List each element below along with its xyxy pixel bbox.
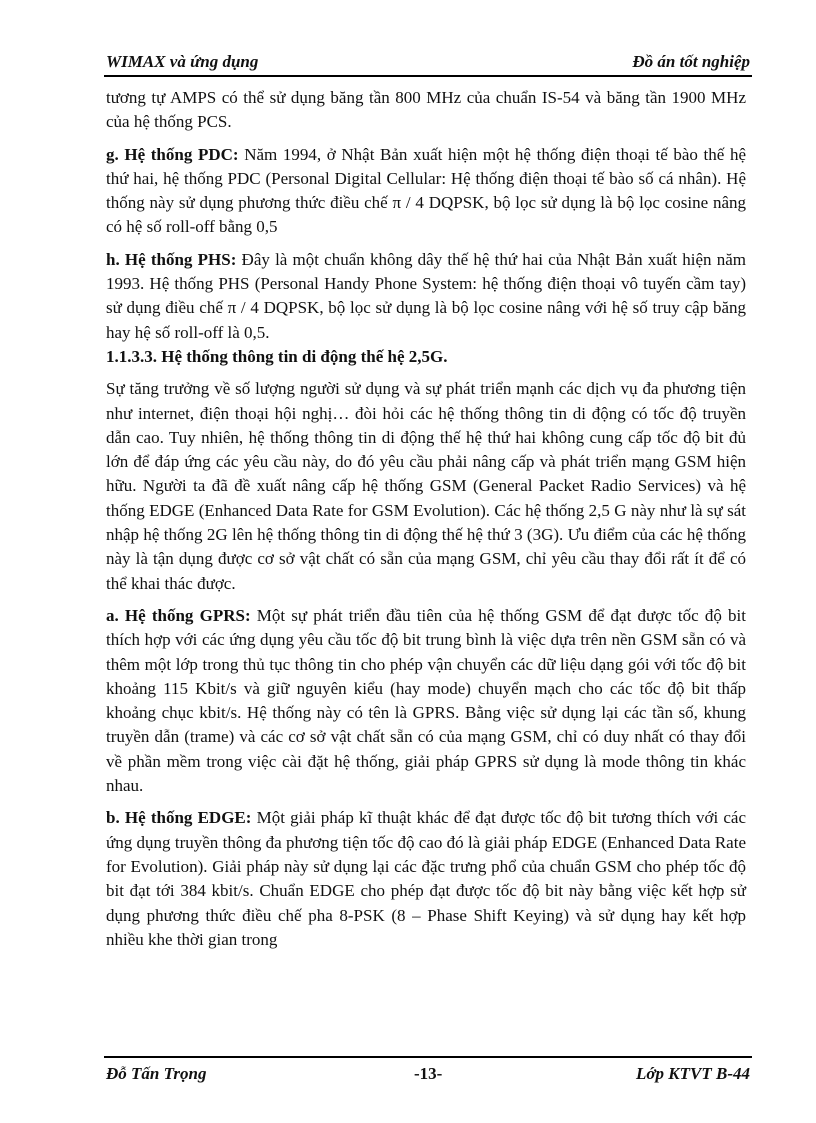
phs-text: Đây là một chuẩn không dây thế hệ thứ hai của Nhật Bản xuất hiện năm 1993. Hệ thống PHS (Personal Handy Phone System: hệ thống điện thoại vô tuyến cầm tay) sử dụng điều chế π / 4 DQPSK, bộ lọc sử dụng là bộ lọc cosine nâng với hệ số truy cập băng hay hệ số roll-off là 0,5.: [106, 249, 746, 342]
phs-label: h. Hệ thống PHS:: [106, 249, 237, 269]
header-left-title: WIMAX và ứng dụng: [106, 52, 259, 71]
pdc-label: g. Hệ thống PDC:: [106, 144, 239, 164]
edge-text: Một giải pháp kĩ thuật khác để đạt được tốc độ bit tương thích với các ứng dụng truyền thông đa phương tiện tốc độ cao đó là giải pháp EDGE (Enhanced Data Rate for Evolution). Giải pháp này sử dụng lại các đặc trưng phổ của chuẩn GSM cho phép tốc độ bit đạt tới 384 kbit/s. Chuẩn EDGE cho phép đạt được tốc độ bit này bằng việc kết hợp sử dụng phương thức điều chế pha 8-PSK (8 – Phase Shift Keying) và sử dụng hay kết hợp nhiều khe thời gian trong: [106, 808, 746, 949]
paragraph-amps: tương tự AMPS có thể sử dụng băng tần 800 MHz của chuẩn IS-54 và băng tần 1900 MHz của hệ thống PCS.: [106, 88, 746, 132]
paragraph-phs: [106, 248, 746, 345]
footer-class: Lớp KTVT B-44: [636, 1064, 750, 1083]
page-footer: [106, 1064, 750, 1088]
gprs-label: a. Hệ thống GPRS:: [106, 605, 251, 625]
page-header: [106, 48, 750, 72]
paragraph-pdc: [106, 143, 746, 240]
page-number: -13-: [414, 1064, 443, 1083]
paragraph-gprs: [106, 604, 746, 798]
pdc-text: Năm 1994, ở Nhật Bản xuất hiện một hệ thống điện thoại tế bào thế hệ thứ hai, hệ thống PDC (Personal Digital Cellular: Hệ thống điện thoại tế bào số cá nhân). Hệ thống này sử dụng phương thức điều chế π / 4 DQPSK, bộ lọc sử dụng là bộ lọc cosine nâng có hệ số roll-off bằng 0,5: [106, 144, 746, 237]
header-right-title: Đồ án tốt nghiệp: [632, 52, 750, 71]
header-divider: [104, 75, 752, 77]
footer-author: Đỗ Tấn Trọng: [106, 1064, 207, 1083]
paragraph-edge: [106, 806, 746, 952]
page-body: [106, 86, 746, 960]
gprs-text: Một sự phát triển đầu tiên của hệ thống GSM để đạt được tốc độ bit thích hợp với các ứng dụng yêu cầu tốc độ bit trung bình là việc dựa trên nền GSM sẵn có và thêm một lớp trong thủ tục thông tin cho phép vận chuyển các dữ liệu dạng gói với tốc độ bit khoảng 115 Kbit/s và giữ nguyên kiểu (hay mode) chuyển mạch cho các tốc độ bit thấp khoảng chục kbit/s. Hệ thống này có tên là GPRS. Bằng việc sử dụng lại các tần số, khung truyền dẫn (trame) và các cơ sở vật chất sẵn có của mạng GSM, chỉ có duy nhất có thay đổi về phần mềm trong việc cài đặt hệ thống, giải pháp GPRS sử dụng là mode thông tin khác nhau.: [106, 605, 746, 796]
edge-label: b. Hệ thống EDGE:: [106, 808, 252, 828]
footer-divider: [104, 1056, 752, 1058]
section-heading: 1.1.3.3. Hệ thống thông tin di động thế hệ 2,5G.: [106, 346, 448, 366]
paragraph-intro-2-5g: Sự tăng trưởng về số lượng người sử dụng và sự phát triển mạnh các dịch vụ đa phương tiện như internet, điện thoại hội nghị… đòi hỏi các hệ thống thông tin di động có tốc độ truyền dẫn cao. Tuy nhiên, hệ thống thông tin di động thế hệ thứ hai không cung cấp tốc độ bit đủ lớn để đáp ứng các yêu cầu này, do đó yêu cầu phải nâng cấp và phát triển mạng GSM hiện hữu. Người ta đã đề xuất nâng cấp hệ thống GSM (General Packet Radio Services) và hệ thống EDGE (Enhanced Data Rate for GSM Evolution). Các hệ thống 2,5 G này như là sự sát nhập hệ thống 2G lên hệ thống thông tin di động thế hệ thứ 3 (3G). Ưu điểm của các hệ thống này là tận dụng được cơ sở vật chất có sẵn của mạng GSM, chỉ yêu cầu thay đổi rất ít để có thể khai thác được.: [106, 379, 746, 593]
